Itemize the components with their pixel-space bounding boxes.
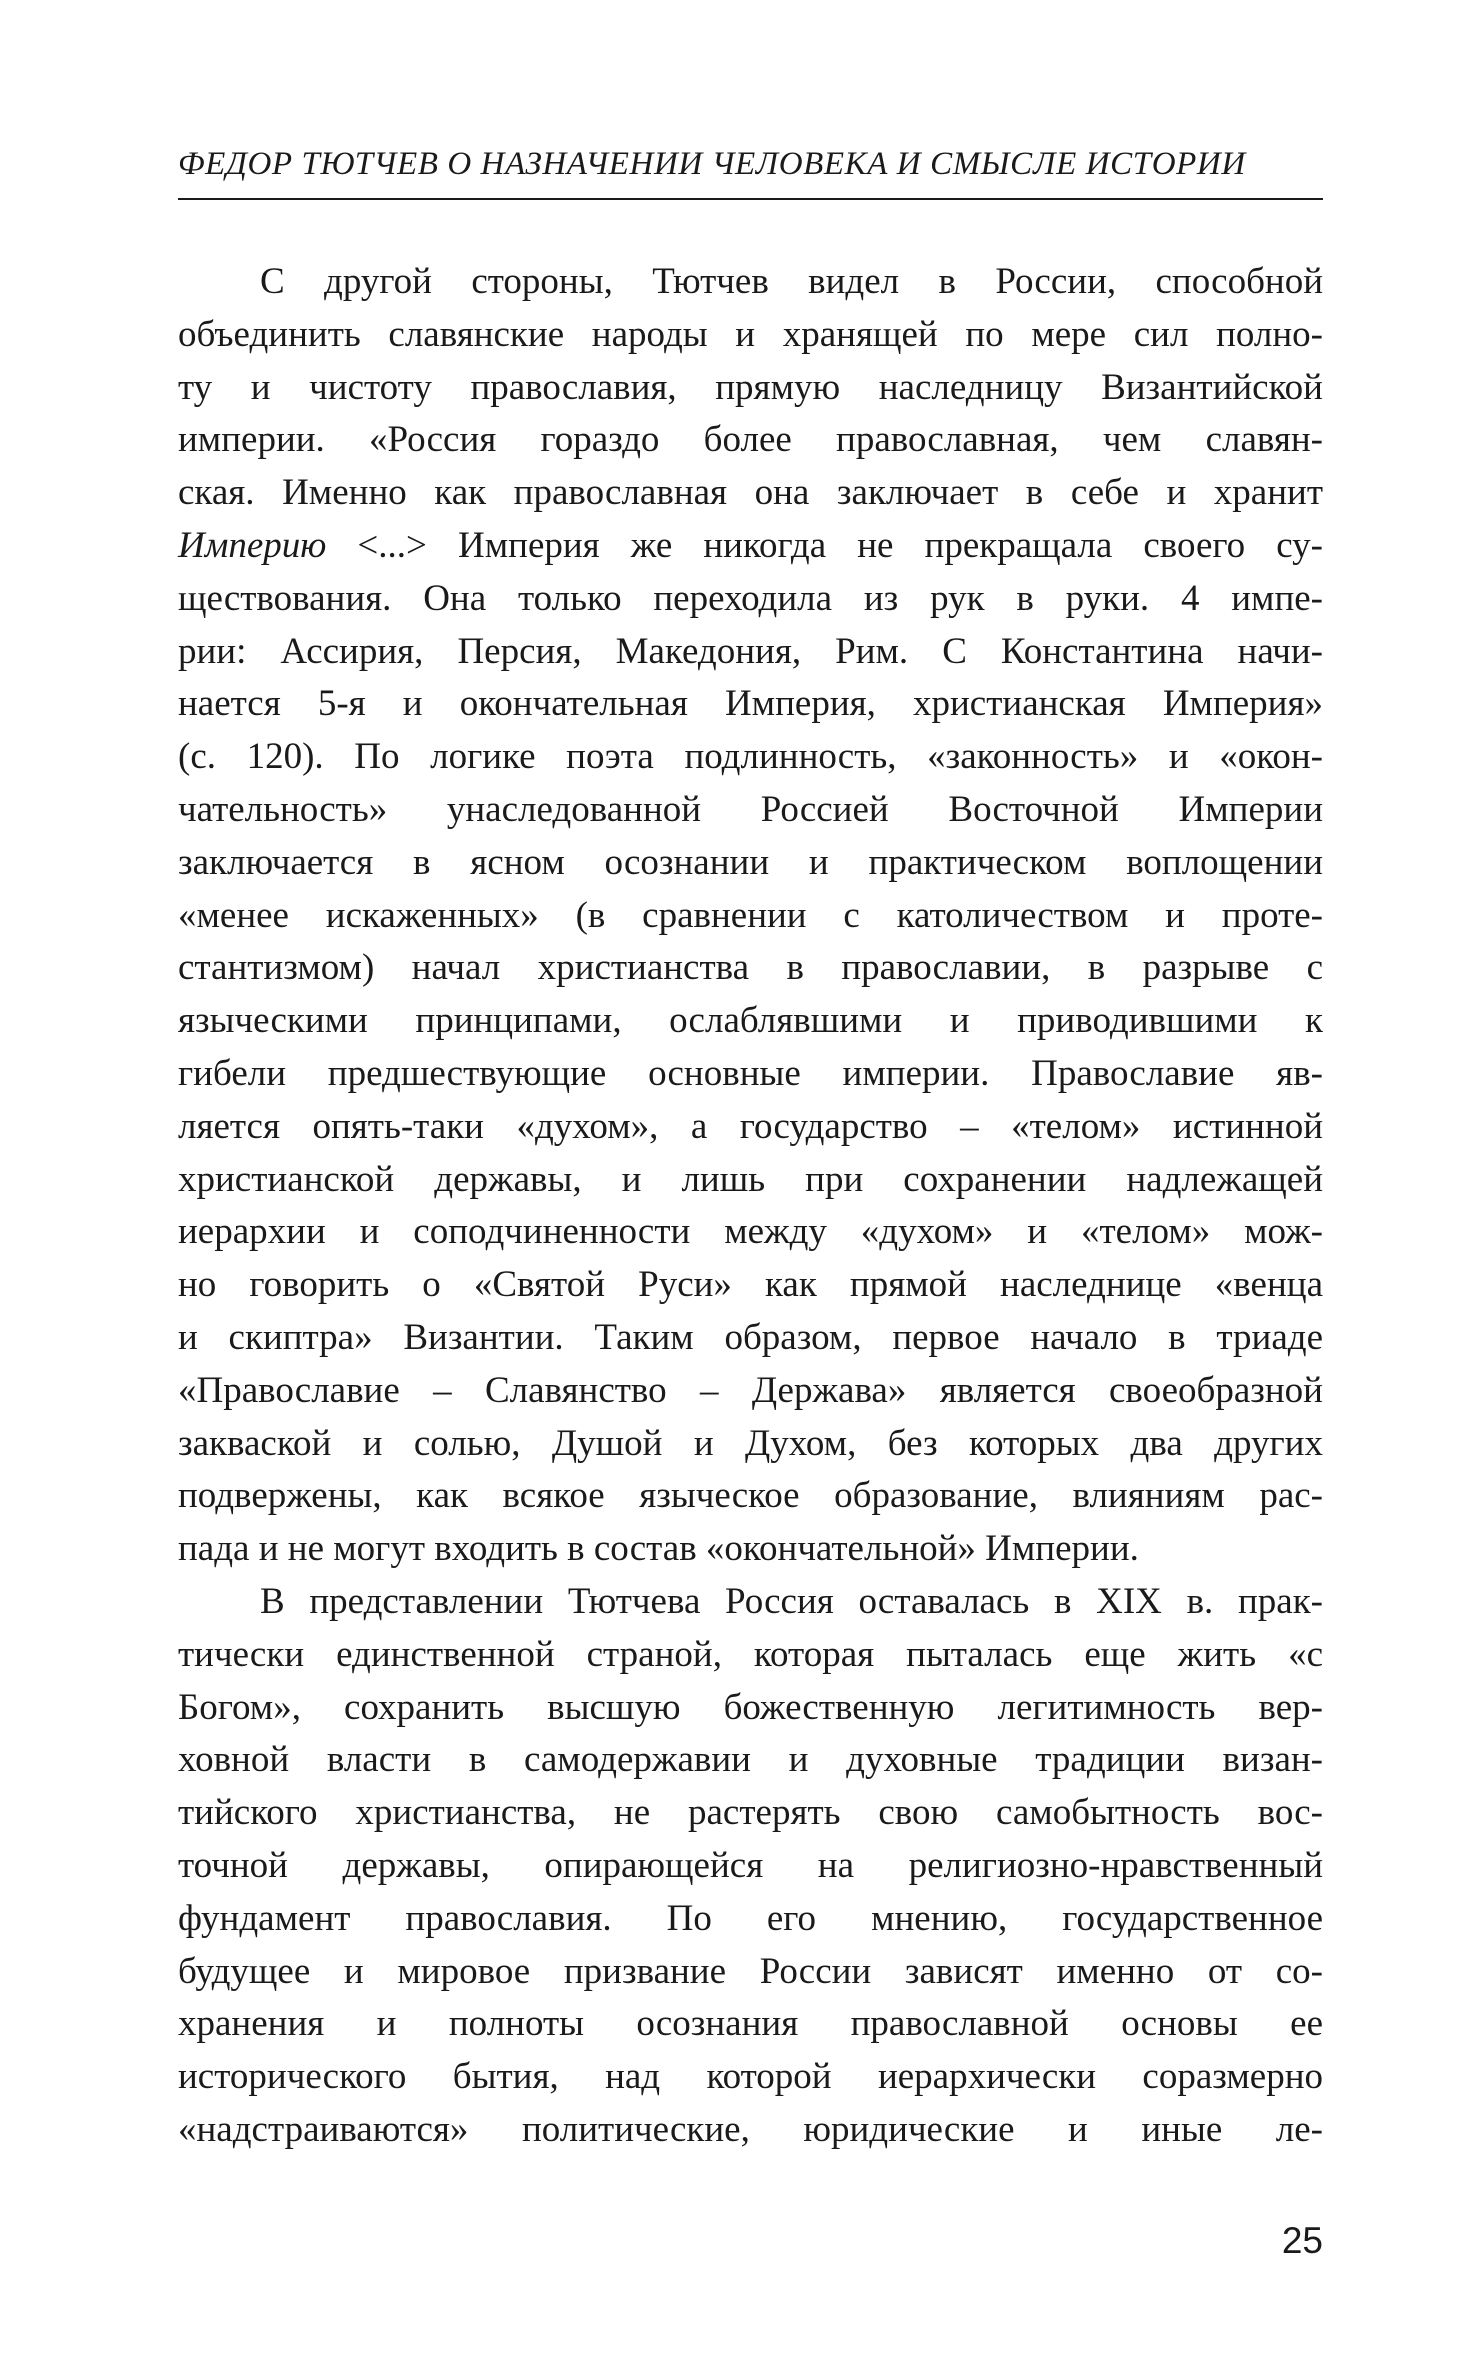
- text-line: Богом», сохранить высшую божественную легитимность вер-: [178, 1686, 1323, 1728]
- text-line: [178, 520, 1323, 573]
- italic-term: Империю: [178, 524, 327, 566]
- text-line: закваской и солью, Душой и Духом, без которых два других: [178, 1422, 1323, 1464]
- text-fragment: <...> Империя же никогда не прекращала своего су-: [326, 524, 1323, 566]
- text-line: (с. 120). По логике поэта подлинность, «законность» и «окон-: [178, 736, 1323, 778]
- text-line: ляется опять-таки «духом», а государство – «телом» истинной: [178, 1105, 1323, 1147]
- text-line: ту и чистоту православия, прямую наследницу Византийской: [178, 366, 1323, 408]
- text-line: рии: Ассирия, Персия, Македония, Рим. С Константина начи-: [178, 630, 1323, 672]
- text-line: подвержены, как всякое языческое образование, влияниям рас-: [178, 1475, 1323, 1517]
- text-line: и скиптра» Византии. Таким образом, первое начало в триаде: [178, 1316, 1323, 1358]
- text-line: языческими принципами, ослаблявшими и приводившими к: [178, 1000, 1323, 1042]
- body-text: [178, 256, 1323, 2157]
- text-line: С другой стороны, Тютчев видел в России, способной: [260, 261, 1323, 302]
- text-line: заключается в ясном осознании и практическом воплощении: [178, 841, 1323, 883]
- text-line: В представлении Тютчева Россия оставалась в XIX в. прак-: [260, 1580, 1323, 1622]
- header-rule: [178, 198, 1323, 200]
- text-line: фундамент православия. По его мнению, государственное: [178, 1897, 1323, 1939]
- text-line: «Православие – Славянство – Держава» является своеобразной: [178, 1369, 1323, 1411]
- text-line: чательность» унаследованной Россией Восточной Империи: [178, 788, 1323, 830]
- text-line: «менее искаженных» (в сравнении с католичеством и проте-: [178, 894, 1323, 936]
- text-line: хранения и полноты осознания православной основы ее: [178, 2003, 1323, 2045]
- text-line: империи. «Россия гораздо более православная, чем славян-: [178, 419, 1323, 461]
- text-line: ществования. Она только переходила из рук в руки. 4 импе-: [178, 577, 1323, 619]
- text-line: «надстраиваются» политические, юридические и иные ле-: [178, 2108, 1323, 2150]
- text-line: иерархии и соподчиненности между «духом» и «телом» мож-: [178, 1211, 1323, 1253]
- text-line: пада и не могут входить в состав «окончательной» Империи.: [178, 1528, 1139, 1570]
- text-line: точной державы, опирающейся на религиозно-нравственный: [178, 1844, 1323, 1886]
- text-line: ская. Именно как православная она заключает в себе и хранит: [178, 472, 1323, 514]
- page-number: 25: [1281, 2220, 1323, 2261]
- text-line: стантизмом) начал христианства в православии, в разрыве с: [178, 947, 1323, 989]
- text-line: тически единственной страной, которая пыталась еще жить «с: [178, 1633, 1323, 1675]
- text-line: гибели предшествующие основные империи. Православие яв-: [178, 1052, 1323, 1094]
- text-line: будущее и мировое призвание России зависят именно от со-: [178, 1950, 1323, 1992]
- text-line: христианской державы, и лишь при сохранении надлежащей: [178, 1158, 1323, 1200]
- paragraph-1: [178, 256, 1323, 1576]
- text-line: ховной власти в самодержавии и духовные традиции визан-: [178, 1739, 1323, 1781]
- text-line: исторического бытия, над которой иерархически соразмерно: [178, 2056, 1323, 2098]
- running-head: ФЕДОР ТЮТЧЕВ О НАЗНАЧЕНИИ ЧЕЛОВЕКА И СМЫСЛЕ ИСТОРИИ: [178, 146, 1246, 182]
- paragraph-2: [178, 1576, 1323, 2157]
- text-line: тийского христианства, не растерять свою самобытность вос-: [178, 1792, 1323, 1834]
- text-line: нается 5-я и окончательная Империя, христианская Империя»: [178, 683, 1323, 725]
- text-line: объединить славянские народы и хранящей по мере сил полно-: [178, 313, 1323, 355]
- text-line: но говорить о «Святой Руси» как прямой наследнице «венца: [178, 1264, 1323, 1306]
